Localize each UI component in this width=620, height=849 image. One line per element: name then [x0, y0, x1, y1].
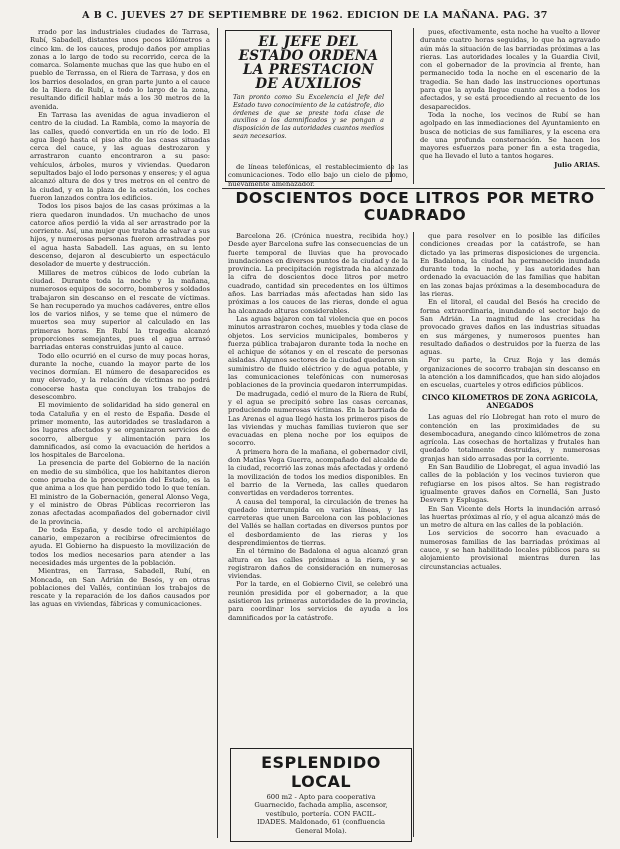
col1-paragraph: Todos los pisos bajos de las casas próximas a la riera quedaron inundados. Un muchacho de unos catorce años perdió la vida al ser arrastrado por la corriente. Así, una mujer que trataba de salvar a sus hijos, y numerosas personas fueron arrastradas por el agua hasta Sabadell. Las aguas, en su lento descenso, dejaron al descubierto un espectáculo desolador de muerte y destrucción. — [30, 202, 210, 269]
main-paragraph: que para resolver en lo posible las difíciles condiciones creadas por la catástrofe, se han dictado ya las primeras disposiciones de urgencia. En Badalona, la ciudad ha permanecido inundada durante toda la noche, y las autoridades han ordenado la evacuación de las familias que habitan en las zonas bajas próximas a la desembocadura de las rieras. — [420, 232, 600, 299]
col1-paragraph: Mientras, en Tarrasa, Sabadell, Rubí, en Moncada, en San Adrián de Besós, y en otras poblaciones del Vallés, continúan los trabajos de rescate y la reparación de los daños causados por las aguas en viviendas, fábricas y comunicaciones. — [30, 567, 210, 609]
column-1 — [30, 28, 210, 836]
col3-top-paragraph: pues, efectivamente, esta noche ha vuelto a llover durante cuatro horas seguidas, lo que ha agravado aún más la situación de las barriadas próximas a las rieras. Las autoridades locales y la Guardia Civil, con el gobernador de la provincia al frente, han permanecido toda la noche en el escenario de la tragedia. Se han dado las instrucciones oportunas para que la ayuda llegue cuanto antes a todos los afectados, y se está procediendo al recuento de los desaparecidos. — [420, 28, 600, 111]
boxed-intro: Tan pronto como Su Excelencia el Jefe del Estado tuvo conocimiento de la catástrofe, dio órdenes de que se preste toda clase de auxilios a los damnificados y se pongan a disposición de las autoridades cuantos medios sean necesarios. — [233, 93, 384, 140]
main-paragraph: A causa del temporal, la circulación de trenes ha quedado interrumpida en varias líneas, y las carreteras que unen Barcelona con las poblaciones del Vallés se hallan cortadas en diversos puntos por el desbordamiento de las rieras y los desprendimientos de tierras. — [228, 497, 408, 547]
main-paragraph: Las aguas del río Llobregat han roto el muro de contención en las proximidades de su desembocadura, anegando cinco kilómetros de zona agrícola. Las cosechas de hortalizas y frutales han quedado totalmente destruidas, y numerosas granjas han sido arrasadas por la corriente. — [420, 413, 600, 463]
signature: Julio ARIAS. — [554, 160, 600, 169]
main-headline: DOSCIENTOS DOCE LITROS POR METRO CUADRADO — [235, 189, 595, 224]
ad-line: vestíbulo, portería. CON FACIL- — [265, 809, 377, 818]
main-article-col3 — [420, 232, 600, 837]
main-paragraph: Barcelona 26. (Crónica nuestra, recibida hoy.) Desde ayer Barcelona sufre las consecuencias de un fuerte temporal de lluvias que ha provocado inundaciones en diversos puntos de la ciudad y de la provincia. La precipitación registrada ha alcanzado la cifra de doscientos doce litros por metro cuadrado, cantidad sin precedentes en los últimos años. Las barriadas más afectadas han sido las próximas a los cauces de las rieras, donde el agua ha alcanzado alturas considerables. — [228, 232, 408, 315]
col1-paragraph: La presencia de parte del Gobierno de la nación en medio de su simbólica, que los habitantes dieron como prueba de la preocupación del Estado, es la que anima a los que han perdido todo lo que tenían. El ministro de la Gobernación, general Alonso Vega, y el ministro de Obras Públicas recorrieron las zonas afectadas acompañados del gobernador civil de la provincia. — [30, 459, 210, 526]
ad-line: General Mola). — [295, 826, 347, 835]
main-paragraph: A primera hora de la mañana, el gobernador civil, don Matías Vega Guerra, acompañado del alcalde de la ciudad, recorrió las zonas más afectadas y ordenó la movilización de todos los medios disponibles. En el barrio de la Verneda, las calles quedaron convertidas en verdaderos torrentes. — [228, 447, 408, 498]
col1-paragraph: Todo ello ocurrió en el curso de muy pocas horas, durante la noche, cuando la mayor parte de los vecinos dormían. El número de desaparecidos es muy elevado, y la relación de víctimas no podrá conocerse hasta que concluyan los trabajos de desescombro. — [30, 351, 210, 402]
column-rule — [413, 28, 414, 184]
main-paragraph: Los servicios de socorro han evacuado a numerosas familias de las barriadas próximas al cauce, y se han habilitado locales públicos para su alojamiento provisional mientras duren las circunstancias actuales. — [420, 529, 600, 571]
ad-line: Guarnecido, fachada amplia, ascensor, — [254, 801, 388, 810]
col3-top-paragraph: Toda la noche, los vecinos de Rubí se han agolpado en las inmediaciones del Ayuntamiento en busca de noticias de sus familiares, y la escena era de una profunda consternación. Se hacen los mayores esfuerzos para poner fin a esta tragedia, que ha llevado el luto a tantos hogares. — [420, 110, 600, 161]
col1-paragraph: Millares de metros cúbicos de lodo cubrían la ciudad. Durante toda la noche y la mañana, numerosos equipos de socorro, bomberos y soldados trabajaron sin descanso en el rescate de víctimas. Se han recuperado ya muchos cadáveres, entre ellos los de varios niños, y se teme que el número de muertos sea muy superior al calculado en las primeras horas. En Rubí la tragedia alcanzó proporciones semejantes, pues el agua arrasó barriadas enteras construidas junto al cauce. — [30, 268, 210, 352]
main-paragraph: Por la tarde, en el Gobierno Civil, se celebró una reunión presidida por el gobernador, a la que asistieron las primeras autoridades de la provincia, para coordinar los servicios de ayuda a los damnificados por la catástrofe. — [228, 580, 408, 622]
column-rule — [413, 232, 414, 837]
boxed-headline: EL JEFE DEL ESTADO ORDENA LA PRESTACION DE AUXILIOS — [238, 34, 379, 92]
main-paragraph: En San Vicente dels Horts la inundación arrasó las huertas próximas al río, y el agua alcanzó más de un metro de altura en las calles de la población. — [420, 504, 600, 530]
main-paragraph: En el litoral, el caudal del Besós ha crecido de forma extraordinaria, inundando el sector bajo de San Adrián. La magnitud de las crecidas ha provocado graves daños en las industrias situadas en sus márgenes, y numerosos puentes han resultado dañados o destruidos por la fuerza de las aguas. — [420, 298, 600, 357]
main-paragraph: Por su parte, la Cruz Roja y las demás organizaciones de socorro trabajan sin descanso en la atención a los damnificados, que han sido alojados en escuelas, cuarteles y otros edificios públicos. — [420, 356, 600, 390]
main-paragraph: En el término de Badalona el agua alcanzó gran altura en las calles próximas a la riera, y se registraron daños de consideración en numerosas viviendas. — [228, 547, 408, 581]
ad-title: ESPLENDIDO LOCAL — [261, 753, 381, 791]
ad-line: IDADES. Maldonado, 61 (confluencia — [256, 818, 386, 827]
main-article-col2 — [228, 232, 408, 744]
col1-paragraph: rrado por las industriales ciudades de Tarrasa, Rubí, Sabadell, distantes unos pocos kilómetros a cinco km. de los cauces, produjo daños por amplias zonas a lo largo de todo su recorrido, cerca de la comarca. Solamente muchas que las que hubo en el pueblo de Terrassa, en el Riera de Tarrasa, y dos en los barrios desolados, en gran parte junto a el cauce de la Riera de Rubí, a todo lo largo de la zona, resultando difícil hablar más a los 30 metros de la avenida. — [30, 28, 210, 111]
main-paragraph: De madrugada, cedió el muro de la Riera de Rubí, y el agua se precipitó sobre las casas cercanas, produciendo numerosas víctimas. En la barriada de Las Arenas el agua llegó hasta los primeros pisos de las viviendas y muchas familias tuvieron que ser evacuadas en plena noche por los equipos de socorro. — [228, 389, 408, 448]
col1-paragraph: En Tarrasa las avenidas de agua invadieron el centro de la ciudad. La Rambla, como la mayoría de las calles, quedó convertida en un río de lodo. El agua llegó hasta el piso alto de las casas situadas cerca del cauce, y las aguas destrozaron y arrastraron cuanto encontraron a su paso: vehículos, árboles, muros y viviendas. Quedaron sepultados bajo el lodo personas y enseres; y el agua alcanzó altura de dos y tres metros en el centro de la ciudad, y en la plaza de la estación, los coches fueron lanzados contra los edificios. — [30, 110, 210, 202]
boxed-article — [225, 30, 392, 182]
col1-paragraph: El movimiento de solidaridad ha sido general en toda Cataluña y en el resto de España. Desde el primer momento, las autoridades se trasladaron a los lugares afectados y se organizaron servicios de socorro, albergue y alimentación para los damnificados, así como la evacuación de heridos a los hospitales de Barcelona. — [30, 401, 210, 460]
col2-mid-paragraph: de líneas telefónicas, el restablecimiento de las comunicaciones. Todo ello bajo un cielo de plomo, nuevamente amenazador. — [228, 163, 408, 187]
col1-paragraph: De toda España, y desde todo el archipiélago canario, empezaron a recibirse ofrecimientos de ayuda. El Gobierno ha dispuesto la movilización de todos los medios necesarios para atender a las necesidades más urgentes de la población. — [30, 525, 210, 567]
subheadline: CINCO KILOMETROS DE ZONA AGRICOLA, ANEGADOS — [421, 392, 599, 410]
main-paragraph: En San Baudilio de Llobregat, el agua invadió las calles de la población y los vecinos tuvieron que refugiarse en los pisos altos. Se han registrado igualmente graves daños en Cornellá, San Justo Desvern y Esplugas. — [420, 463, 600, 505]
col2-mid-text — [228, 163, 408, 187]
ad-line: 600 m2 - Apto para cooperativa — [266, 793, 376, 801]
main-paragraph: Las aguas bajaron con tal violencia que en pocos minutos arrastraron coches, muebles y toda clase de objetos. Los servicios municipales, bomberos y fuerza pública trabajaron durante toda la noche en el achique de sótanos y en el rescate de personas aisladas. Algunos sectores de la ciudad quedaron sin suministro de fluido eléctrico y de agua potable, y las comunicaciones telefónicas con numerosas poblaciones de la provincia quedaron interrumpidas. — [228, 314, 408, 390]
classified-ad — [230, 748, 412, 842]
running-head: A B C. JUEVES 27 DE SEPTIEMBRE DE 1962. EDICION DE LA MAÑANA. PAG. 37 — [82, 10, 548, 21]
column-rule — [217, 28, 218, 838]
column-3-top — [420, 28, 600, 184]
